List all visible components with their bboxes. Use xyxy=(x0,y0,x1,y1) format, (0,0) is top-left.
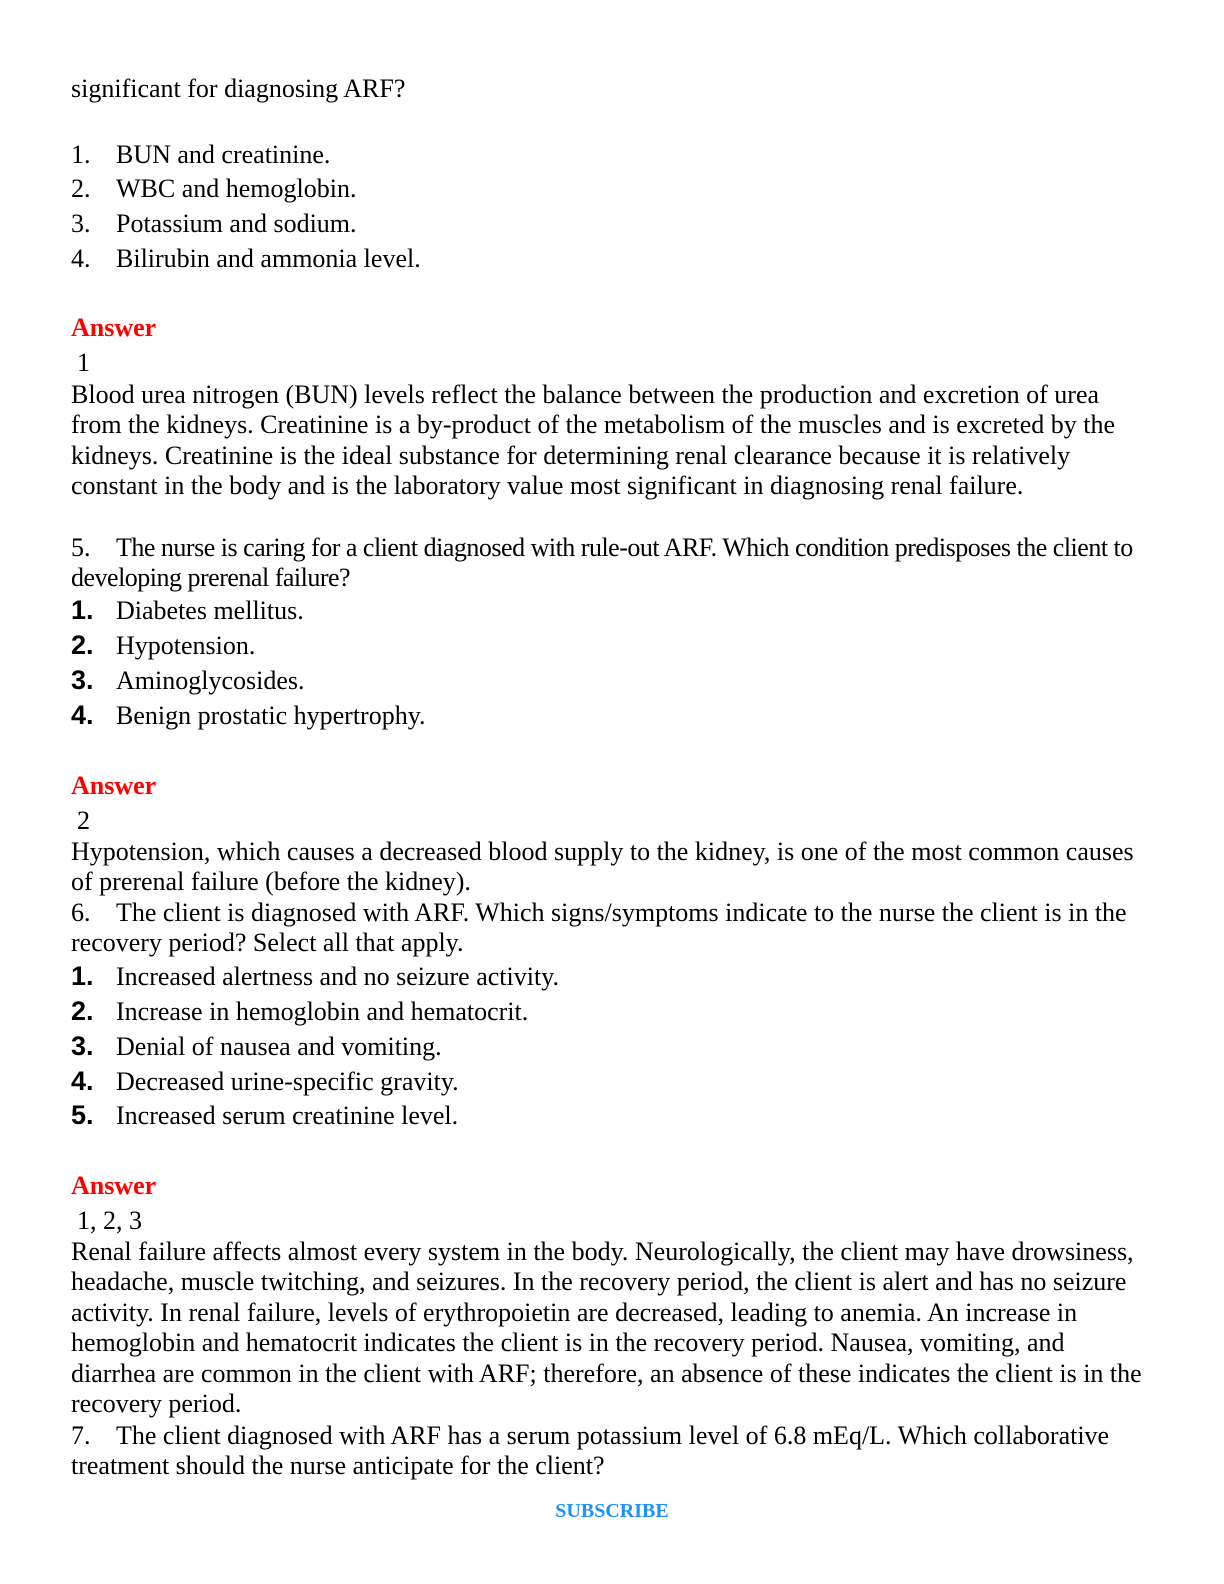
q5-answer-heading: Answer xyxy=(71,771,157,800)
option-number: 2. xyxy=(71,630,94,660)
q7-stem xyxy=(71,1421,1146,1482)
q4-stem-end: significant for diagnosing ARF? xyxy=(71,74,406,103)
q6-number: 6. xyxy=(71,898,91,927)
q4-rationale: Blood urea nitrogen (BUN) levels reflect the balance between the production and excretion of urea from the kidneys. Creatinine is a by-product of the metabolism of the muscles and is excreted by the kidneys. Creatinine is the ideal substance for determining renal clearance because it is relatively constant in the body and is the laboratory value most significant in diagnosing renal failure. xyxy=(71,380,1116,501)
option-text: Potassium and sodium. xyxy=(116,209,357,238)
q5-rationale: Hypotension, which causes a decreased blood supply to the kidney, is one of the most common causes of prerenal failure (before the kidney). xyxy=(71,837,1134,897)
option-number: 4. xyxy=(71,244,91,273)
option-text: Bilirubin and ammonia level. xyxy=(116,244,421,273)
option-number: 1. xyxy=(71,140,91,169)
q6-rationale: Renal failure affects almost every system in the body. Neurologically, the client may have drowsiness, headache, muscle twitching, and seizures. In the recovery period, the client is alert and has no seizure activity. In renal failure, levels of erythropoietin are decreased, leading to anemia. An increase in hemoglobin and hematocrit indicates the client is in the recovery period. Nausea, vomiting, and diarrhea are common in the client with ARF; therefore, an absence of these indicates the client is in the recovery period. xyxy=(71,1237,1142,1419)
q6-answer-value: 1, 2, 3 xyxy=(77,1206,142,1235)
option-text: Benign prostatic hypertrophy. xyxy=(116,701,426,730)
q6-stem-text: The client is diagnosed with ARF. Which signs/symptoms indicate to the nurse the client is in the recovery period? Select all that apply. xyxy=(71,898,1127,958)
q5-number: 5. xyxy=(71,533,91,562)
option-text: Increased alertness and no seizure activity. xyxy=(116,962,560,991)
option-text: WBC and hemoglobin. xyxy=(116,174,357,203)
option-number: 2. xyxy=(71,996,94,1026)
q5-stem xyxy=(71,533,1146,594)
option-text: Aminoglycosides. xyxy=(116,666,305,695)
option-number: 2. xyxy=(71,174,91,203)
option-number: 4. xyxy=(71,1066,94,1096)
option-number: 1. xyxy=(71,961,94,991)
option-number: 3. xyxy=(71,1031,94,1061)
q5-stem-text: The nurse is caring for a client diagnosed with rule-out ARF. Which condition predisposes the client to developing prerenal failure? xyxy=(71,533,1133,593)
option-text: Increase in hemoglobin and hematocrit. xyxy=(116,997,529,1026)
q7-stem-text: The client diagnosed with ARF has a serum potassium level of 6.8 mEq/L. Which collaborative treatment should the nurse anticipate for the client? xyxy=(71,1421,1110,1481)
q5-answer-value: 2 xyxy=(77,806,90,835)
option-number: 3. xyxy=(71,665,94,695)
subscribe-link[interactable]: SUBSCRIBE xyxy=(555,1500,669,1522)
option-number: 4. xyxy=(71,700,94,730)
option-text: Decreased urine-specific gravity. xyxy=(116,1067,459,1096)
q4-answer-heading: Answer xyxy=(71,313,157,342)
option-number: 3. xyxy=(71,209,91,238)
option-number: 1. xyxy=(71,595,94,625)
option-text: Hypotension. xyxy=(116,631,256,660)
option-text: Denial of nausea and vomiting. xyxy=(116,1032,442,1061)
option-text: Increased serum creatinine level. xyxy=(116,1101,459,1130)
option-text: Diabetes mellitus. xyxy=(116,596,304,625)
option-number: 5. xyxy=(71,1100,94,1130)
q4-answer-value: 1 xyxy=(77,348,90,377)
option-text: BUN and creatinine. xyxy=(116,140,331,169)
q6-answer-heading: Answer xyxy=(71,1171,157,1200)
q6-stem xyxy=(71,898,1146,959)
q7-number: 7. xyxy=(71,1421,91,1450)
